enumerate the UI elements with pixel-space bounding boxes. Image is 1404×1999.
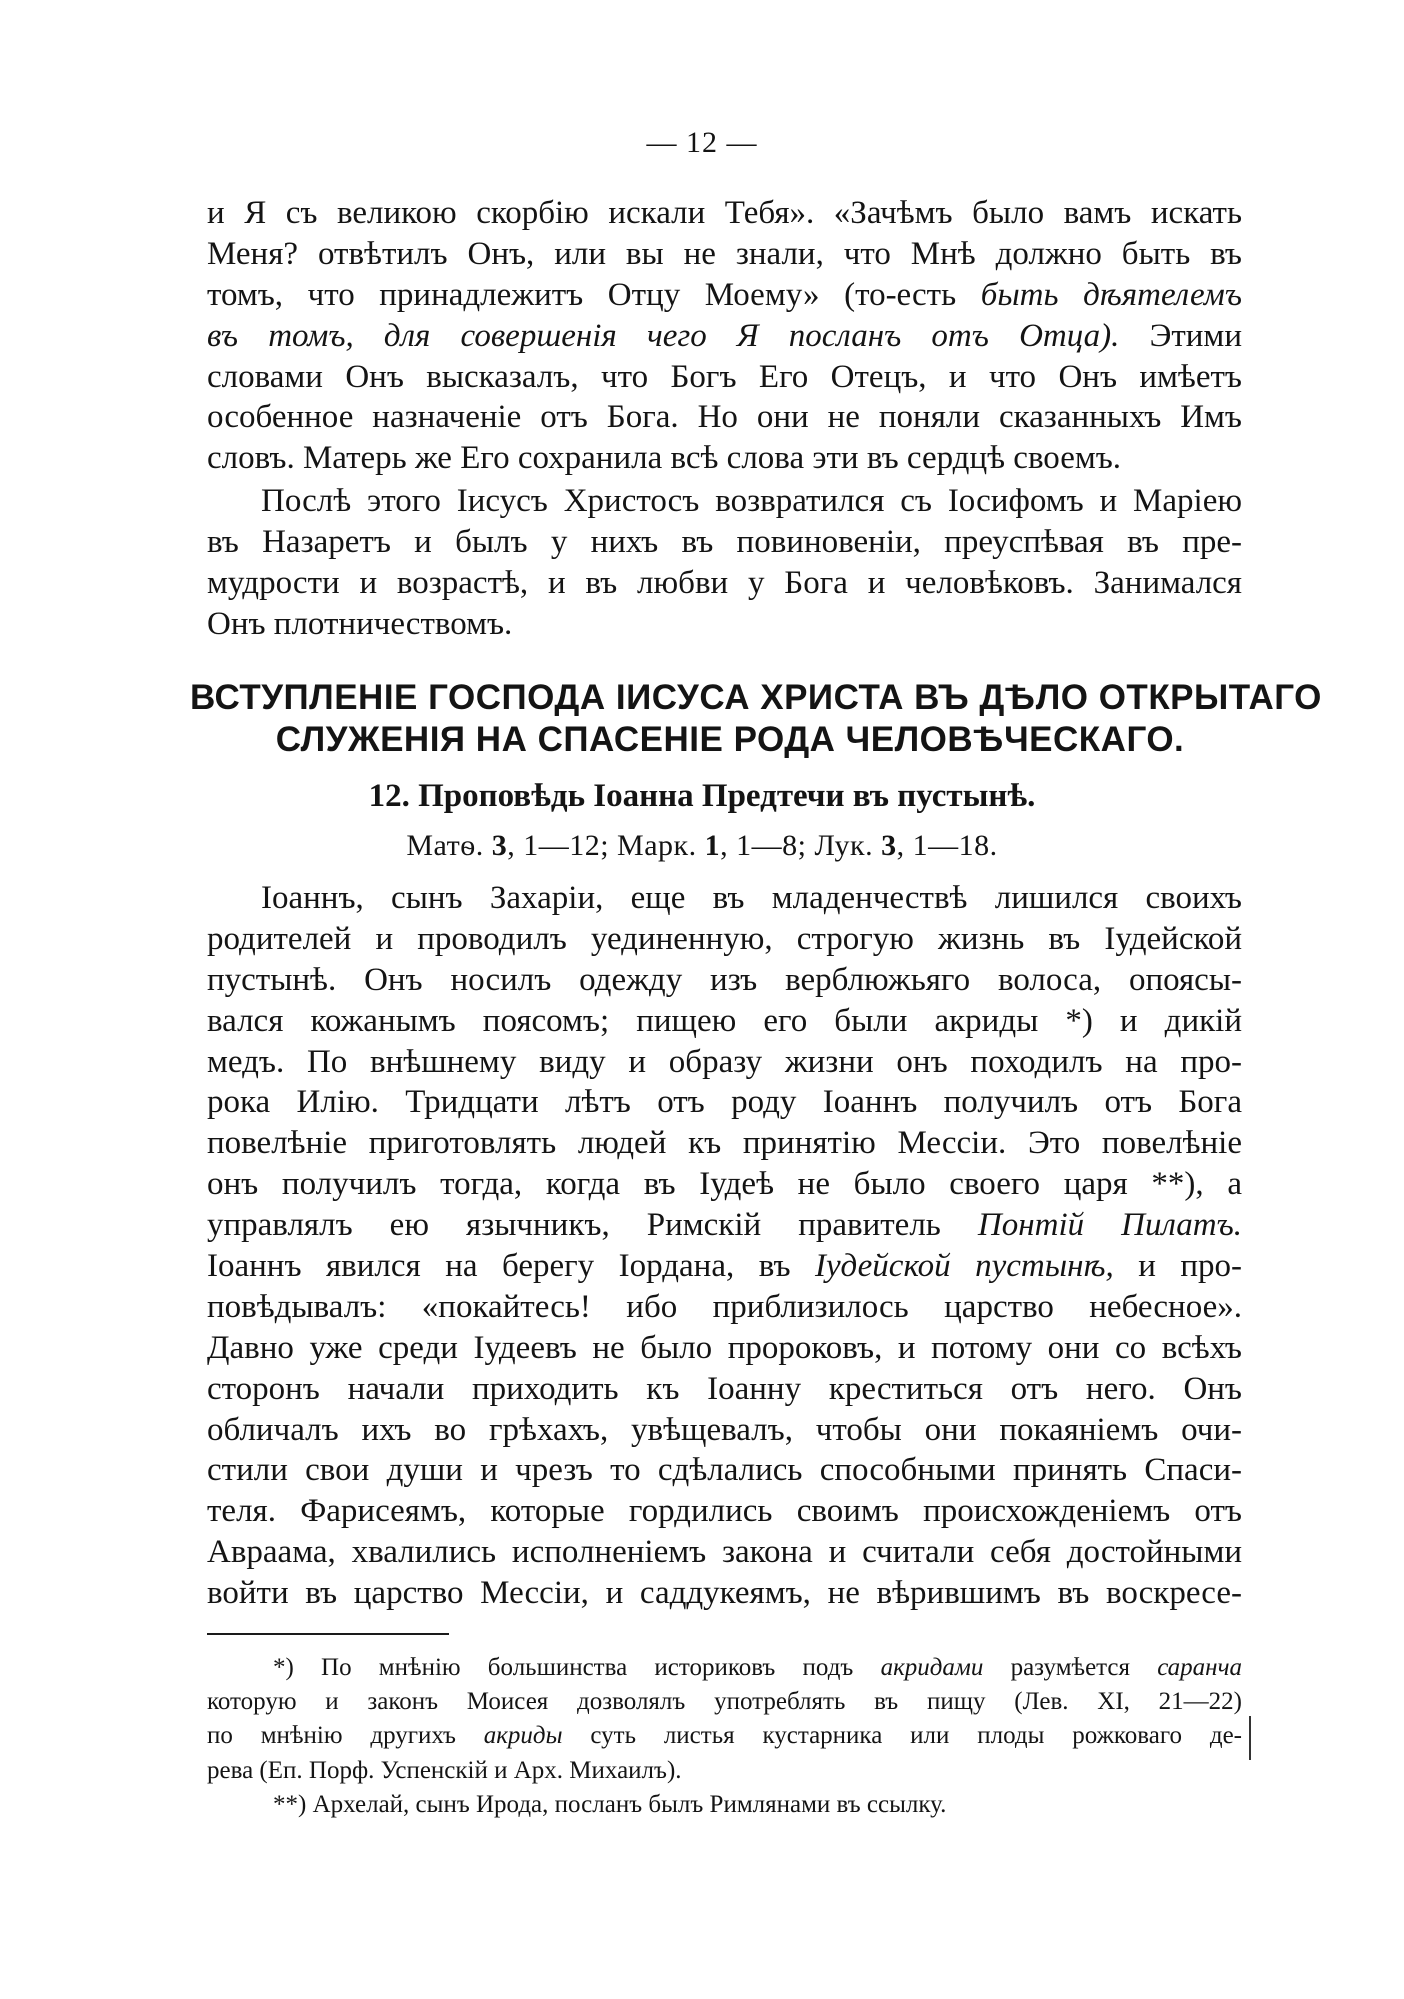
italic-phrase: въ томъ, для совершенія чего Я посланъ отъ Отца). [207,317,1120,354]
paragraph-2 [207,481,1242,645]
text-run: по мнѣнію другихъ [207,1722,484,1750]
text-run: Этими [1119,317,1242,354]
text-line: Авраама, хвалились исполненіемъ закона и считали себя достойными [207,1534,1242,1571]
section-title: 12. Проповѣдь Іоанна Предтечи въ пустынѣ. [368,778,1036,814]
text-run: разумѣется [983,1654,1158,1681]
text-line: родителей и проводилъ уединенную, строгую жизнь въ Іудейской [207,920,1242,957]
text-line: онъ получилъ тогда, когда въ Іудеѣ не было своего царя **), а [207,1166,1242,1203]
text-line: особенное назначеніе отъ Бога. Но они не поняли сказанныхъ Имъ [207,399,1242,436]
ref-text: , 1—8; Лук. [720,829,882,862]
text-line: повѣдывалъ: «покайтесь! ибо приблизилось царство небесное». [207,1288,1242,1325]
italic-phrase: акридами [880,1654,984,1681]
text-line: и Я съ великою скорбію искали Тебя». «Зачѣмъ было вамъ искать [207,195,1242,231]
ref-text: , 1—12; Марк. [507,829,705,862]
paragraph-1 [207,193,1242,479]
text-run: Іоаннъ явился на берегу Іордана, въ [207,1248,816,1285]
text-line: словами Онъ высказалъ, что Богъ Его Отецъ, и что Онъ имѣетъ [207,358,1242,395]
footnote-line: **) Архелай, сынъ Ирода, посланъ былъ Римлянами въ ссылку. [273,1790,947,1818]
text-line: словъ. Матерь же Его сохранила всѣ слова эти въ сердцѣ своемъ. [207,440,1122,477]
footnote-line [207,1651,1242,1685]
text-line [207,316,1242,357]
footnote-line [207,1719,1242,1753]
text-line: теля. Фарисеямъ, которые гордились своимъ происхожденіемъ отъ [207,1493,1242,1530]
footnote-line: рева (Еп. Порф. Успенскій и Арх. Михаилъ). [207,1756,682,1784]
text-line: повелѣніе приготовлять людей къ принятію Мессіи. Это повелѣніе [207,1125,1242,1162]
text-line [207,275,1242,316]
italic-phrase: Понтій Пилатъ. [977,1207,1242,1244]
ref-text: Матѳ. [406,829,492,862]
text-line [207,1205,1242,1246]
paragraph-3 [207,878,1242,1614]
footnote-divider [207,1633,449,1635]
italic-phrase: быть дѣятелемъ [980,276,1242,313]
text-line: сторонъ начали приходить къ Іоанну креститься отъ него. Онъ [207,1370,1242,1407]
text-line: пустынѣ. Онъ носилъ одежду изъ верблюжьяго волоса, опоясы- [207,961,1242,998]
text-run: управлялъ ею язычникъ, Римскій правитель [207,1207,978,1244]
page-number: — 12 — [646,126,758,159]
margin-mark [1249,1716,1251,1760]
text-line: Меня? отвѣтилъ Онъ, или вы не знали, что Мнѣ должно быть въ [207,235,1242,272]
text-line: медъ. По внѣшнему виду и образу жизни онъ походилъ на про- [207,1043,1242,1080]
text-line: стили свои души и чрезъ то сдѣлались способными принять Спаси- [207,1452,1242,1489]
italic-phrase: акриды [483,1722,563,1750]
text-line: Послѣ этого Іисусъ Христосъ возвратился съ Іосифомъ и Маріею [261,483,1242,519]
text-line: Давно уже среди Іудеевъ не было пророковъ, и потому они со всѣхъ [207,1329,1242,1366]
text-run: суть листья кустарника или плоды рожковаго де- [562,1722,1242,1750]
footnotes [207,1651,1242,1822]
chapter-heading-line-2: СЛУЖЕНІЯ НА СПАСЕНІЕ РОДА ЧЕЛОВѢЧЕСКАГО. [275,720,1185,759]
text-line: войти въ царство Мессіи, и саддукеямъ, не вѣрившимъ въ воскресе- [207,1575,1242,1612]
chapter-heading-line-1: ВСТУПЛЕНІЕ ГОСПОДА ІИСУСА ХРИСТА ВЪ ДѢЛО ОТКРЫТАГО [190,678,1322,717]
text-line: обличалъ ихъ во грѣхахъ, увѣщевалъ, чтобы они покаяніемъ очи- [207,1411,1242,1448]
text-line: вался кожанымъ поясомъ; пищею его были акриды *) и дикій [207,1002,1242,1039]
text-line: въ Назаретъ и былъ у нихъ въ повиновеніи, преуспѣвая въ пре- [207,523,1242,560]
italic-phrase: Іудейской пустынѣ, [815,1248,1114,1285]
text-line: рока Илію. Тридцати лѣтъ отъ роду Іоаннъ получилъ отъ Бога [207,1084,1242,1121]
italic-phrase: саранча [1157,1654,1242,1681]
text-line: мудрости и возрастѣ, и въ любви у Бога и человѣковъ. Занимался [207,564,1242,601]
text-line [207,1246,1242,1287]
ref-text: , 1—18. [896,829,998,862]
ref-chapter: 3 [491,829,508,862]
text-run: и про- [1113,1248,1242,1285]
text-line: Онъ плотничествомъ. [207,605,513,642]
text-line: Іоаннъ, сынъ Захаріи, еще въ младенчествѣ лишился своихъ [261,880,1242,916]
scripture-reference [0,829,1404,863]
footnote-line: которую и законъ Моисея дозволялъ употреблять въ пищу (Лев. XI, 21—22) [207,1688,1242,1716]
ref-chapter: 1 [704,829,721,862]
text-run: томъ, что принадлежитъ Отцу Моему» (то-есть [207,276,981,313]
ref-chapter: 3 [881,829,897,862]
text-run: *) По мнѣнію большинства историковъ подъ [273,1654,881,1681]
